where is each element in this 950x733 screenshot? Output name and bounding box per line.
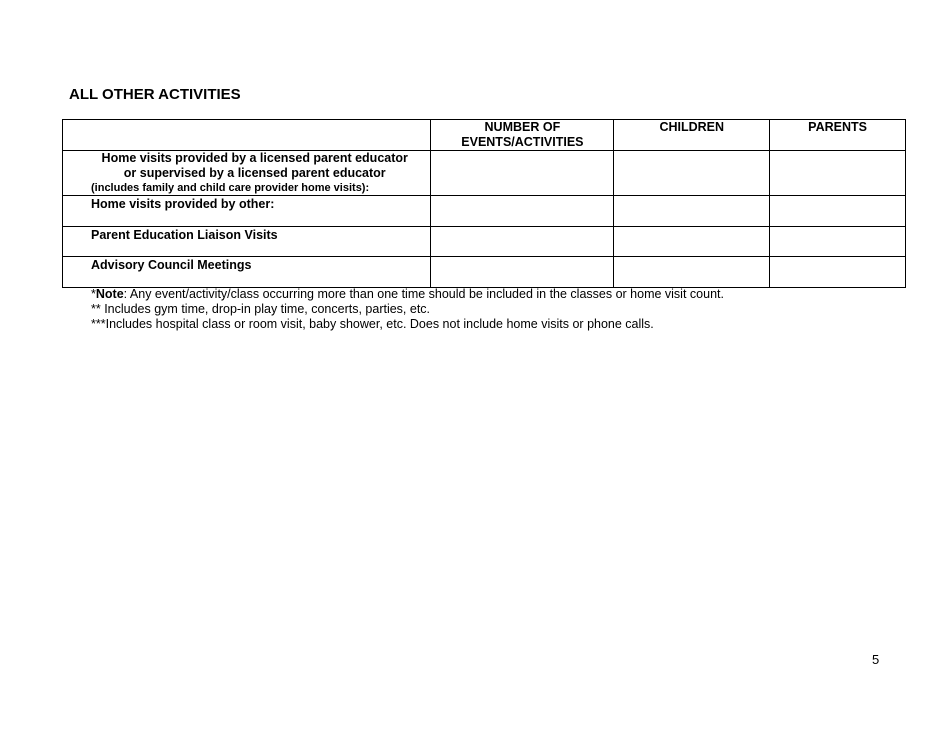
- row-label-sub: (includes family and child care provider home visits):: [91, 182, 370, 194]
- table-row: [63, 227, 906, 257]
- page-number: 5: [872, 652, 880, 667]
- parents-input-cell[interactable]: [770, 151, 906, 196]
- events-input-cell[interactable]: [431, 151, 614, 196]
- row-label-liaison-visits: Parent Education Liaison Visits: [63, 227, 431, 257]
- footnote-1-text: : Any event/activity/class occurring more than one time should be included in the classes or home visit count.: [123, 287, 724, 301]
- section-title: ALL OTHER ACTIVITIES: [69, 86, 241, 103]
- row-label-other-home-visits: Home visits provided by other:: [63, 196, 431, 227]
- footnote-2: ** Includes gym time, drop-in play time, concerts, parties, etc.: [91, 302, 431, 316]
- footnote-1: [91, 287, 724, 302]
- row-label-advisory-council: Advisory Council Meetings: [63, 257, 431, 288]
- row-label-line1: Home visits provided by a licensed parent educator: [101, 151, 408, 165]
- footnote-1-bold: Note: [95, 287, 124, 301]
- header-parents: PARENTS: [770, 120, 906, 151]
- footnotes: [91, 287, 724, 332]
- footnote-3: ***Includes hospital class or room visit, baby shower, etc. Does not include home visits or phone calls.: [91, 317, 654, 331]
- table-row: [63, 151, 906, 196]
- activities-table: [62, 119, 906, 288]
- events-input-cell[interactable]: [431, 257, 614, 288]
- parents-input-cell[interactable]: [770, 227, 906, 257]
- children-input-cell[interactable]: [614, 196, 770, 227]
- table-row: [63, 257, 906, 288]
- parents-input-cell[interactable]: [770, 257, 906, 288]
- footnote-1-prefix: *: [91, 287, 96, 301]
- header-blank-cell: [63, 120, 431, 151]
- header-events-line1: NUMBER OF: [484, 120, 561, 134]
- parents-input-cell[interactable]: [770, 196, 906, 227]
- header-children: CHILDREN: [614, 120, 770, 151]
- table-row: [63, 196, 906, 227]
- events-input-cell[interactable]: [431, 196, 614, 227]
- table-header-row: [63, 120, 906, 151]
- header-events-line2: EVENTS/ACTIVITIES: [461, 135, 584, 149]
- children-input-cell[interactable]: [614, 227, 770, 257]
- header-events: [431, 120, 614, 151]
- row-label-licensed-home-visits: [63, 151, 431, 196]
- children-input-cell[interactable]: [614, 151, 770, 196]
- events-input-cell[interactable]: [431, 227, 614, 257]
- row-label-line2: or supervised by a licensed parent educator: [123, 166, 386, 180]
- children-input-cell[interactable]: [614, 257, 770, 288]
